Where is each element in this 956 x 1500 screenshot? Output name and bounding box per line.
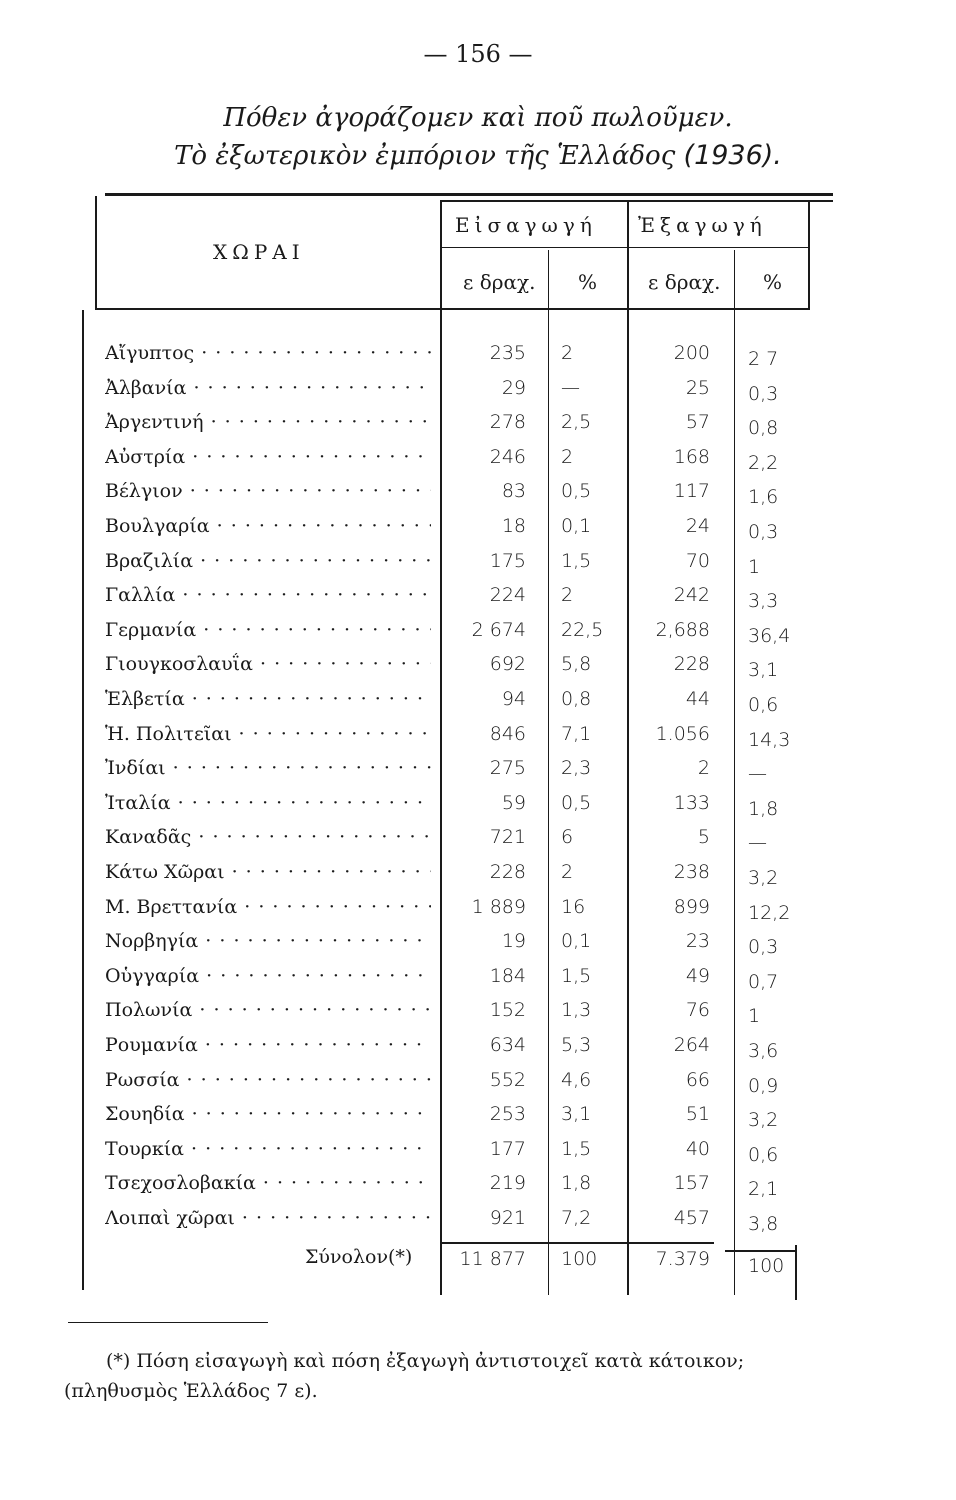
exports-pct: 0,6 xyxy=(748,694,779,716)
country-name: Ἰνδίαι · · · xyxy=(105,757,431,779)
imports-pct: 3,1 xyxy=(561,1103,592,1126)
imports-pct: 0,5 xyxy=(561,791,592,814)
exports-value: 51 xyxy=(685,1103,710,1126)
header-subrule xyxy=(440,247,810,248)
country-name: Βουλγαρία · · · xyxy=(105,515,431,537)
imports-pct: 5,3 xyxy=(561,1034,592,1056)
exports-pct: 0,8 xyxy=(748,417,779,440)
subtitle-year: (1936). xyxy=(683,140,782,171)
header-imports: Εἰσαγωγή xyxy=(455,213,597,237)
page-number: — 156 — xyxy=(423,40,533,68)
exports-pct: 2,1 xyxy=(748,1178,779,1201)
exports-value: 264 xyxy=(673,1034,710,1056)
imports-value: 692 xyxy=(489,653,526,676)
exports-pct: 3,2 xyxy=(748,867,779,889)
imports-value: 253 xyxy=(489,1103,526,1126)
header-exports: Ἐξαγωγή xyxy=(638,213,767,237)
imports-value: 246 xyxy=(489,445,526,468)
table-top-rule-2 xyxy=(440,200,833,202)
exports-value: 228 xyxy=(673,653,710,676)
exports-value: 57 xyxy=(685,411,710,434)
country-name: Οὑγγαρία · · · xyxy=(105,965,431,987)
imports-value: 219 xyxy=(489,1172,526,1195)
imports-value: 59 xyxy=(501,791,526,814)
exports-pct: 0,7 xyxy=(748,970,779,993)
imports-value: 1 889 xyxy=(471,895,526,918)
subtitle-text: Τὸ ἐξωτερικὸν ἐμπόριον τῆς Ἑλλάδος xyxy=(174,141,676,171)
vrule-countries xyxy=(440,200,442,1295)
vrule-exp-pct xyxy=(734,250,735,1295)
imports-pct: 6 xyxy=(561,826,574,849)
exports-pct: 0,9 xyxy=(748,1074,779,1097)
exports-value: 2 xyxy=(697,757,710,780)
exports-value: 117 xyxy=(673,480,710,503)
exports-value: 899 xyxy=(673,895,710,918)
vrule-left-head xyxy=(95,196,97,310)
imports-value: 846 xyxy=(489,722,526,745)
exports-value: 76 xyxy=(685,999,710,1022)
footnote-rule xyxy=(68,1322,268,1323)
exports-pct: 3,6 xyxy=(748,1040,779,1062)
total-exports: 7.379 xyxy=(655,1248,710,1270)
imports-pct: 1,5 xyxy=(561,1137,592,1160)
exports-value: 25 xyxy=(685,376,710,399)
exports-value: 49 xyxy=(685,964,710,987)
imports-pct: 1,5 xyxy=(561,549,592,572)
country-name: Ἰταλία · · · xyxy=(105,792,431,814)
country-name: Τουρκία · · · xyxy=(105,1138,431,1160)
imports-value: 224 xyxy=(489,584,526,607)
country-name: Βραζιλία · · · xyxy=(105,550,431,572)
page-title: Πόθεν ἀγοράζομεν καὶ ποῦ πωλοῦμεν. xyxy=(223,103,733,133)
country-name: Κάτω Χῶραι · · · xyxy=(105,861,431,883)
exports-pct: 0,3 xyxy=(748,382,779,405)
exports-pct: 0,3 xyxy=(748,936,779,959)
imports-value: 275 xyxy=(489,757,526,780)
imports-value: 228 xyxy=(489,861,526,883)
imports-value: 235 xyxy=(489,342,526,364)
imports-value: 83 xyxy=(501,480,526,503)
exports-pct: 3,3 xyxy=(748,590,779,613)
header-imports-unit: ε δραχ. xyxy=(463,270,536,294)
imports-value: 2 674 xyxy=(471,618,526,641)
imports-value: 278 xyxy=(489,411,526,434)
country-name: Τσεχοσλοβακία · · · xyxy=(105,1172,431,1194)
exports-pct: 36,4 xyxy=(748,624,791,647)
exports-value: 157 xyxy=(673,1172,710,1195)
total-rule-2 xyxy=(725,1250,795,1252)
imports-value: 152 xyxy=(489,999,526,1022)
exports-value: 70 xyxy=(685,549,710,572)
vrule-imp-exp xyxy=(627,200,629,1295)
imports-pct: 1,3 xyxy=(561,999,592,1022)
imports-value: 184 xyxy=(489,964,526,987)
header-imports-pct: % xyxy=(578,270,598,294)
exports-value: 44 xyxy=(685,688,710,710)
imports-pct: 7,2 xyxy=(561,1207,592,1229)
country-name: Αὐστρία · · · xyxy=(105,446,431,468)
vrule-left xyxy=(82,310,84,1290)
imports-value: 552 xyxy=(489,1068,526,1091)
imports-pct: 16 xyxy=(561,895,586,918)
imports-pct: 2 xyxy=(561,861,574,883)
imports-pct: 2,5 xyxy=(561,411,592,434)
exports-pct: 0,3 xyxy=(748,521,779,543)
exports-value: 5 xyxy=(697,826,710,849)
imports-value: 175 xyxy=(489,549,526,572)
country-name: Γερμανία · · · xyxy=(105,619,431,641)
country-name: Λοιπαὶ χῶραι · · · xyxy=(105,1207,431,1229)
exports-pct: — xyxy=(748,763,767,786)
exports-value: 242 xyxy=(673,584,710,607)
exports-pct: 12,2 xyxy=(748,901,791,924)
imports-pct: 1,5 xyxy=(561,964,592,987)
vrule-imp-pct xyxy=(548,250,549,1295)
country-name: Γαλλία · · · xyxy=(105,584,431,606)
country-name: Μ. Βρεττανία · · · xyxy=(105,896,431,918)
imports-pct: 22,5 xyxy=(561,618,604,641)
imports-value: 94 xyxy=(501,688,526,710)
exports-value: 457 xyxy=(673,1207,710,1229)
exports-value: 24 xyxy=(685,515,710,537)
exports-value: 2,688 xyxy=(655,618,710,641)
page-subtitle xyxy=(0,140,956,171)
total-imports: 11 877 xyxy=(459,1248,526,1270)
imports-value: 19 xyxy=(501,930,526,953)
exports-value: 40 xyxy=(685,1137,710,1160)
vrule-right-head xyxy=(808,200,810,310)
imports-value: 721 xyxy=(489,826,526,849)
exports-pct: 2 7 xyxy=(748,348,779,370)
footnote-line-2: (πληθυσμὸς Ἑλλάδος 7 ε). xyxy=(64,1380,318,1402)
country-name: Ἀργεντινή · · · xyxy=(105,411,431,433)
exports-pct: 1,6 xyxy=(748,486,779,509)
table-top-rule xyxy=(105,193,833,196)
imports-pct: 0,5 xyxy=(561,480,592,503)
imports-pct: 2,3 xyxy=(561,757,592,780)
exports-pct: 1 xyxy=(748,1005,761,1028)
country-name: Πολωνία · · · xyxy=(105,999,431,1021)
country-name: Ἡ. Πολιτεῖαι · · · xyxy=(105,723,431,745)
header-bottom-rule xyxy=(97,308,810,310)
exports-pct: — xyxy=(748,832,767,855)
header-exports-unit: ε δραχ. xyxy=(648,270,721,294)
exports-pct: 3,8 xyxy=(748,1213,779,1235)
country-name: Ρουμανία · · · xyxy=(105,1034,431,1056)
imports-pct: 4,6 xyxy=(561,1068,592,1091)
imports-pct: 2 xyxy=(561,342,574,364)
exports-pct: 0,6 xyxy=(748,1143,779,1166)
imports-pct: 0,1 xyxy=(561,515,592,537)
imports-pct: 5,8 xyxy=(561,653,592,676)
imports-value: 18 xyxy=(501,515,526,537)
header-countries: ΧΩΡΑΙ xyxy=(213,240,305,264)
country-name: Καναδᾶς · · · xyxy=(105,826,431,848)
imports-value: 29 xyxy=(501,376,526,399)
exports-value: 66 xyxy=(685,1068,710,1091)
header-exports-pct: % xyxy=(763,270,783,294)
country-name: Νορβηγία · · · xyxy=(105,930,431,952)
total-rule xyxy=(440,1242,714,1244)
imports-pct: 7,1 xyxy=(561,722,592,745)
exports-value: 23 xyxy=(685,930,710,953)
exports-value: 168 xyxy=(673,445,710,468)
country-name: Ἀλβανία · · · xyxy=(105,377,431,399)
imports-pct: 1,8 xyxy=(561,1172,592,1195)
exports-value: 1.056 xyxy=(655,722,710,745)
exports-pct: 2,2 xyxy=(748,451,779,474)
total-label: Σύνολον(*) xyxy=(305,1246,413,1268)
imports-value: 177 xyxy=(489,1137,526,1160)
exports-pct: 3,1 xyxy=(748,659,779,682)
imports-pct: 2 xyxy=(561,445,574,468)
country-name: Ρωσσία · · · xyxy=(105,1069,431,1091)
imports-value: 634 xyxy=(489,1034,526,1056)
total-exports-pct: 100 xyxy=(748,1255,785,1277)
country-name: Γιουγκοσλαυΐα · · · xyxy=(105,653,431,675)
imports-value: 921 xyxy=(489,1207,526,1229)
exports-pct: 1 xyxy=(748,555,761,578)
exports-value: 200 xyxy=(673,342,710,364)
exports-value: 133 xyxy=(673,791,710,814)
exports-pct: 3,2 xyxy=(748,1109,779,1132)
country-name: Σουηδία · · · xyxy=(105,1103,431,1125)
imports-pct: 2 xyxy=(561,584,574,607)
total-imports-pct: 100 xyxy=(561,1248,598,1270)
footnote-line-1: (*) Πόση εἰσαγωγὴ καὶ πόση ἐξαγωγὴ ἀντιστοιχεῖ κατὰ κάτοικον; xyxy=(106,1350,745,1372)
exports-pct: 14,3 xyxy=(748,728,791,751)
country-name: Βέλγιον · · · xyxy=(105,480,431,502)
exports-value: 238 xyxy=(673,861,710,883)
imports-pct: 0,8 xyxy=(561,688,592,710)
exports-pct: 1,8 xyxy=(748,797,779,820)
country-name: Αἴγυπτος · · · xyxy=(105,342,431,364)
country-name: Ἑλβετία · · · xyxy=(105,688,431,710)
imports-pct: 0,1 xyxy=(561,930,592,953)
imports-pct: — xyxy=(561,376,580,399)
